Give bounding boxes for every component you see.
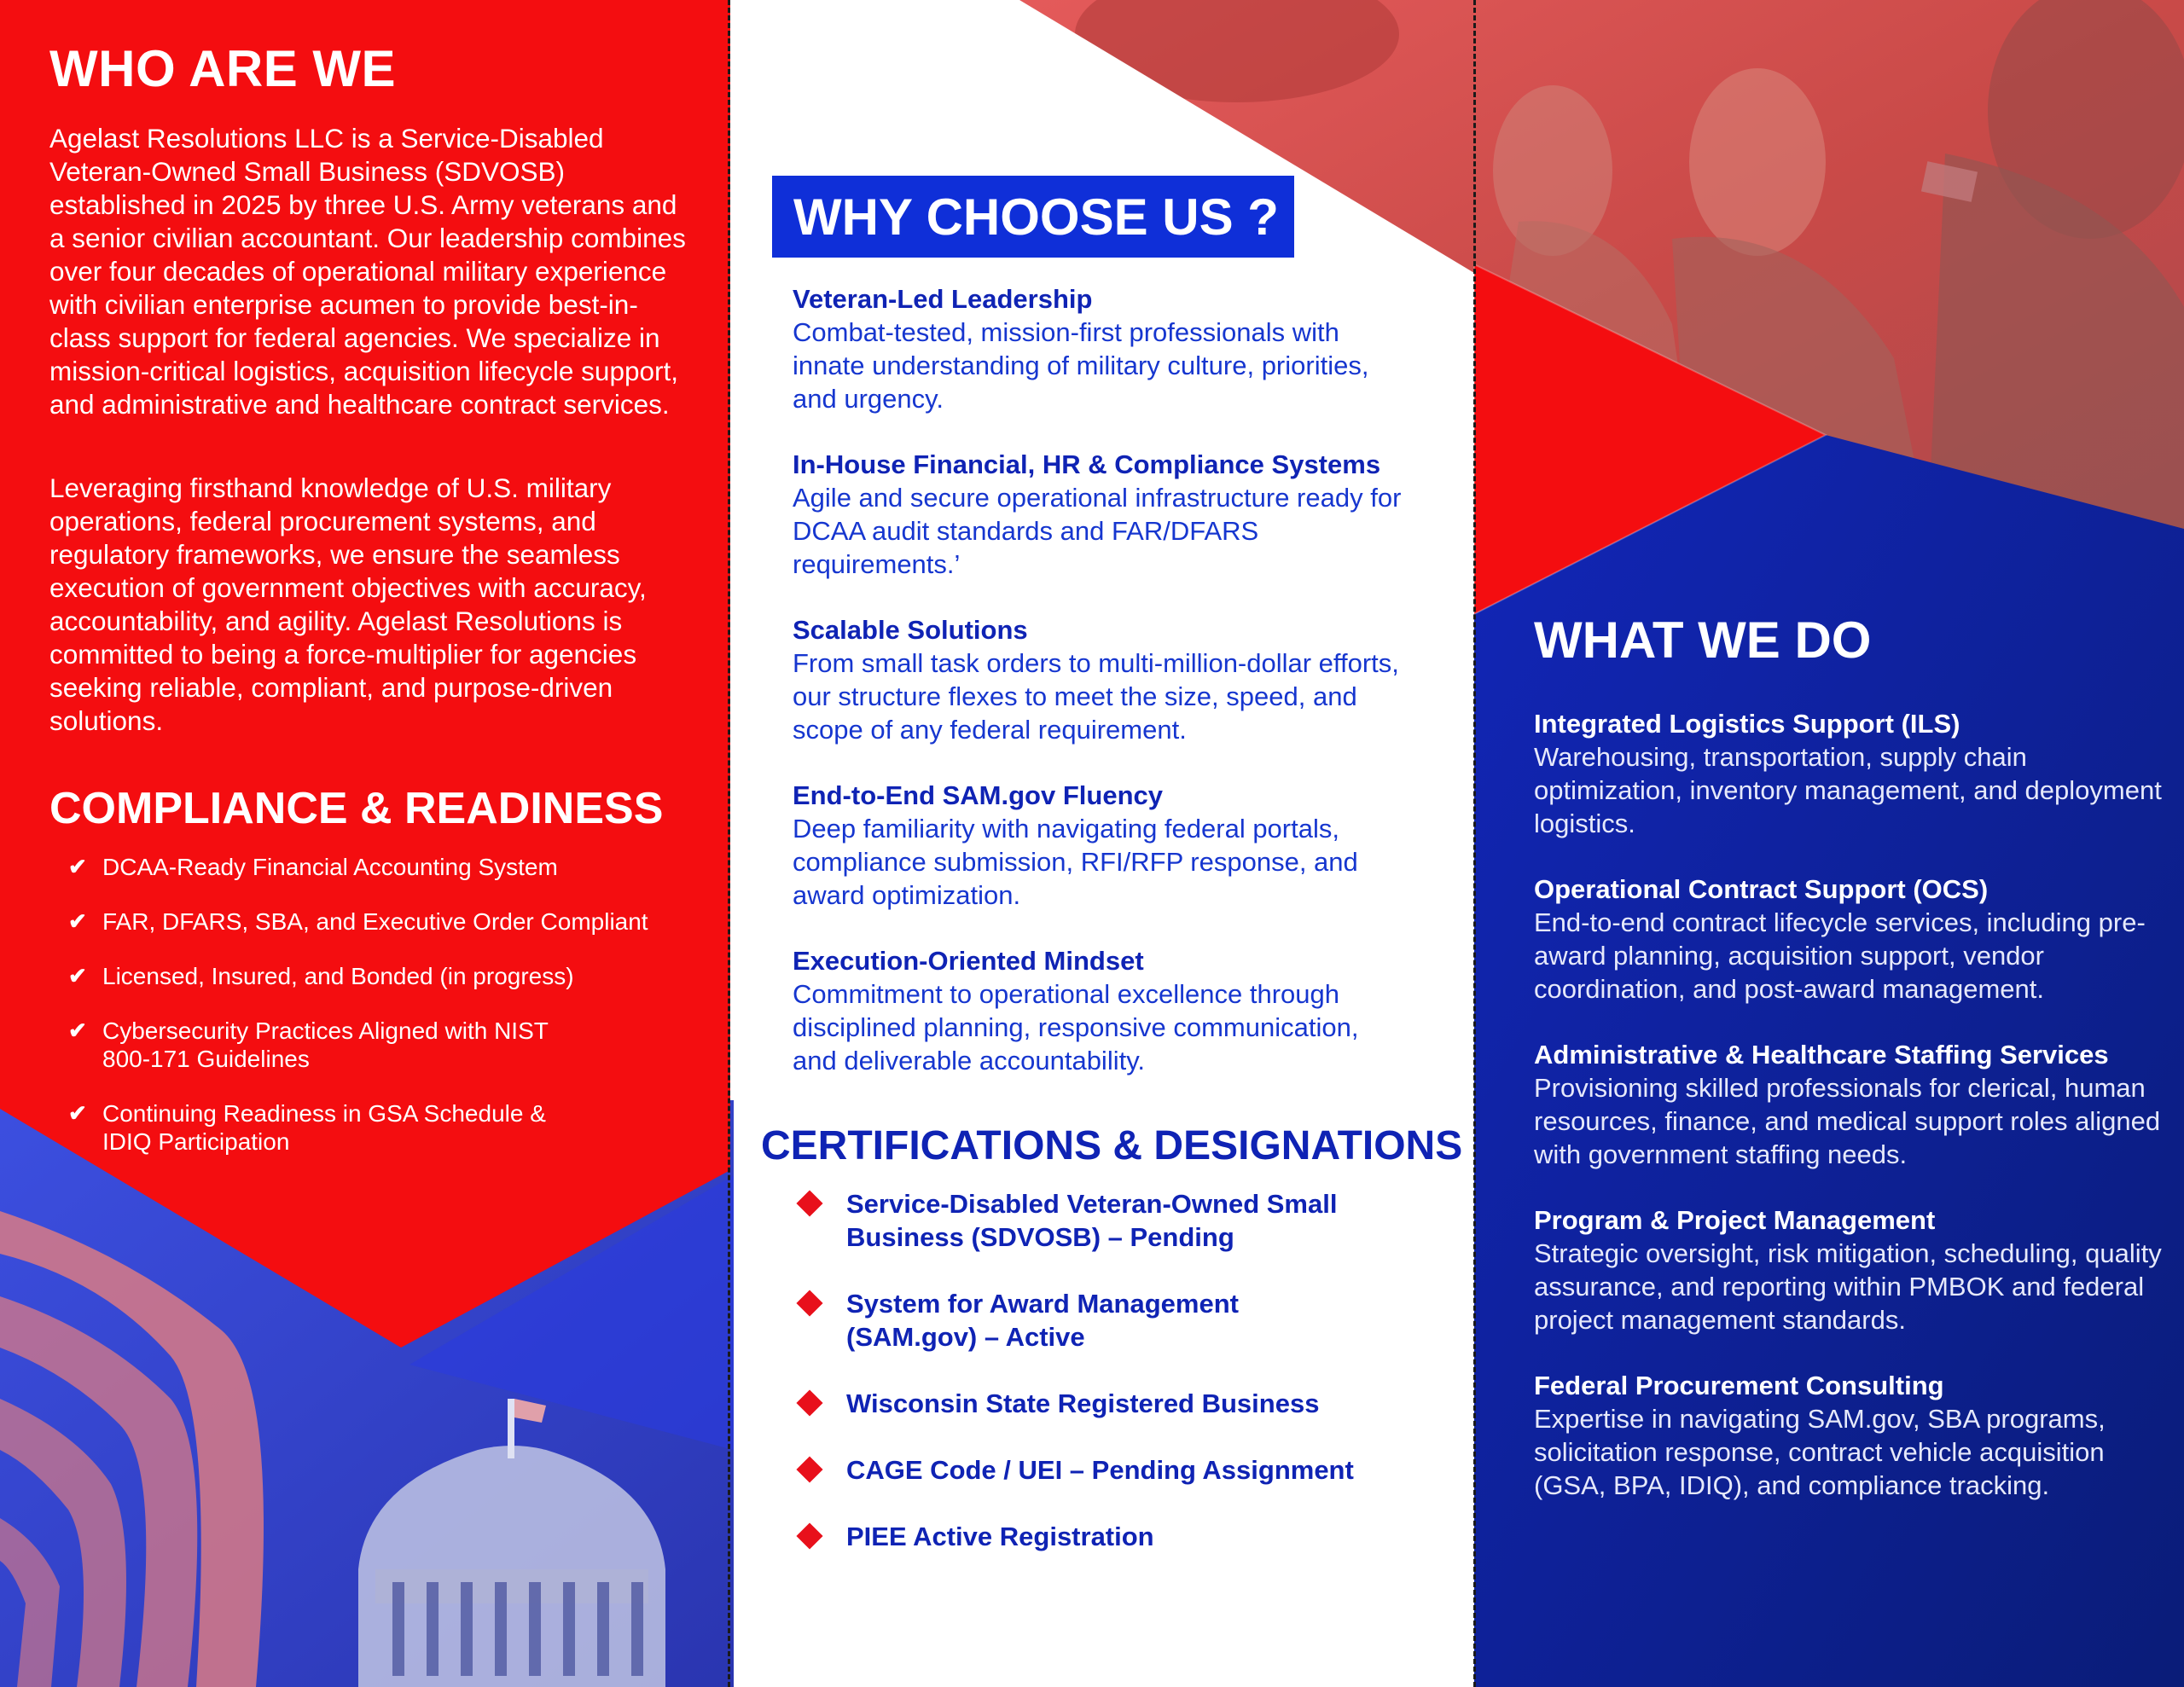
check-icon: ✔ [68,1017,87,1043]
compliance-title: COMPLIANCE & READINESS [49,784,664,833]
diamond-bullet-icon [796,1456,822,1482]
compliance-item: ✔ Continuing Readiness in GSA Schedule & IDIQ Participation [68,1100,546,1155]
why-item-text: Deep familiarity with navigating federal portals, compliance submission, RFI/RFP response, and award optimization. [793,814,1358,910]
service-ocs [1534,872,2165,1006]
compliance-item: ✔ FAR, DFARS, SBA, and Executive Order Compliant [68,908,648,935]
why-choose-us-title: WHY CHOOSE US ? [793,188,1279,246]
diamond-bullet-icon [796,1522,822,1549]
what-we-do-title: WHAT WE DO [1534,612,1872,669]
why-item-heading: End-to-End SAM.gov Fluency [793,780,1163,810]
why-item-in-house-systems [793,448,1407,581]
cert-item: System for Award Management (SAM.gov) – Active [793,1287,1290,1354]
service-heading: Administrative & Healthcare Staffing Services [1534,1040,2109,1070]
why-item-heading: Veteran-Led Leadership [793,284,1093,314]
why-item-text: Commitment to operational excellence through disciplined planning, responsive communication, and deliverable accountability. [793,979,1359,1075]
compliance-item: ✔ Cybersecurity Practices Aligned with NIST 800-171 Guidelines [68,1017,549,1072]
service-text: Expertise in navigating SAM.gov, SBA programs, solicitation response, contract vehicle acquisition (GSA, BPA, IDIQ), and compliance tracking. [1534,1404,2106,1500]
service-heading: Integrated Logistics Support (ILS) [1534,709,1960,739]
service-text: Provisioning skilled professionals for clerical, human resources, finance, and medical support roles aligned with government staffing needs. [1534,1073,2161,1169]
service-text: Strategic oversight, risk mitigation, scheduling, quality assurance, and reporting within PMBOK and federal project management standards. [1534,1238,2162,1335]
check-icon: ✔ [68,908,87,934]
service-program-management [1534,1203,2165,1336]
why-item-sam-fluency [793,779,1407,912]
who-are-we-title: WHO ARE WE [49,40,397,97]
compliance-item: ✔ Licensed, Insured, and Bonded (in progress) [68,963,574,989]
why-item-veteran-led [793,282,1407,415]
service-text: Warehousing, transportation, supply chain optimization, inventory management, and deployment logistics. [1534,742,2162,838]
cert-item: Wisconsin State Registered Business [793,1387,1408,1420]
service-heading: Program & Project Management [1534,1205,1936,1235]
service-heading: Federal Procurement Consulting [1534,1371,1944,1400]
diamond-bullet-icon [796,1190,822,1216]
why-item-heading: Scalable Solutions [793,615,1028,645]
compliance-list [68,853,717,1182]
about-paragraph-2: Leveraging firsthand knowledge of U.S. military operations, federal procurement systems, and regulatory frameworks, we ensure the seamless execution of government objectives with accuracy, accountability, and agility. Agelast Resolutions is committed to being a force-multiplier for agencies seeking reliable, compliant, and purpose-driven solutions. [49,472,647,736]
service-procurement-consulting [1534,1369,2165,1502]
check-icon: ✔ [68,963,87,988]
check-icon: ✔ [68,854,87,879]
service-heading: Operational Contract Support (OCS) [1534,874,1989,904]
why-item-execution [793,944,1407,1077]
why-item-text: Combat-tested, mission-first professionals with innate understanding of military culture, priorities, and urgency. [793,317,1369,414]
fold-line-left [728,0,730,1687]
cert-item: CAGE Code / UEI – Pending Assignment [793,1453,1408,1487]
cert-item: PIEE Active Registration [793,1520,1408,1553]
certifications-list [793,1187,1408,1586]
diamond-bullet-icon [796,1290,822,1316]
fold-line-right [1473,0,1476,1687]
service-ils [1534,707,2165,840]
why-item-text: Agile and secure operational infrastructure ready for DCAA audit standards and FAR/DFARS requirements.’ [793,483,1402,579]
why-item-scalable [793,613,1407,746]
service-text: End-to-end contract lifecycle services, including pre-award planning, acquisition support, vendor coordination, and post-award management. [1534,907,2146,1004]
cert-item: Service-Disabled Veteran-Owned Small Business (SDVOSB) – Pending [793,1187,1375,1254]
diamond-bullet-icon [796,1389,822,1416]
about-paragraph-1: Agelast Resolutions LLC is a Service-Disabled Veteran-Owned Small Business (SDVOSB) established in 2025 by three U.S. Army veterans and a senior civilian accountant. Our leadership combines over four decades of operational military experience with civilian enterprise acumen to provide best-in-class support for federal agencies. We specialize in mission-critical logistics, acquisition lifecycle support, and administrative and healthcare contract services. [49,123,686,420]
check-icon: ✔ [68,1100,87,1126]
why-item-text: From small task orders to multi-million-dollar efforts, our structure flexes to meet the size, speed, and scope of any federal requirement. [793,648,1399,745]
why-item-heading: Execution-Oriented Mindset [793,946,1144,976]
compliance-item: ✔ DCAA-Ready Financial Accounting System [68,854,558,880]
why-item-heading: In-House Financial, HR & Compliance Systems [793,449,1381,479]
certifications-title: CERTIFICATIONS & DESIGNATIONS [761,1123,1463,1168]
service-staffing [1534,1038,2165,1171]
